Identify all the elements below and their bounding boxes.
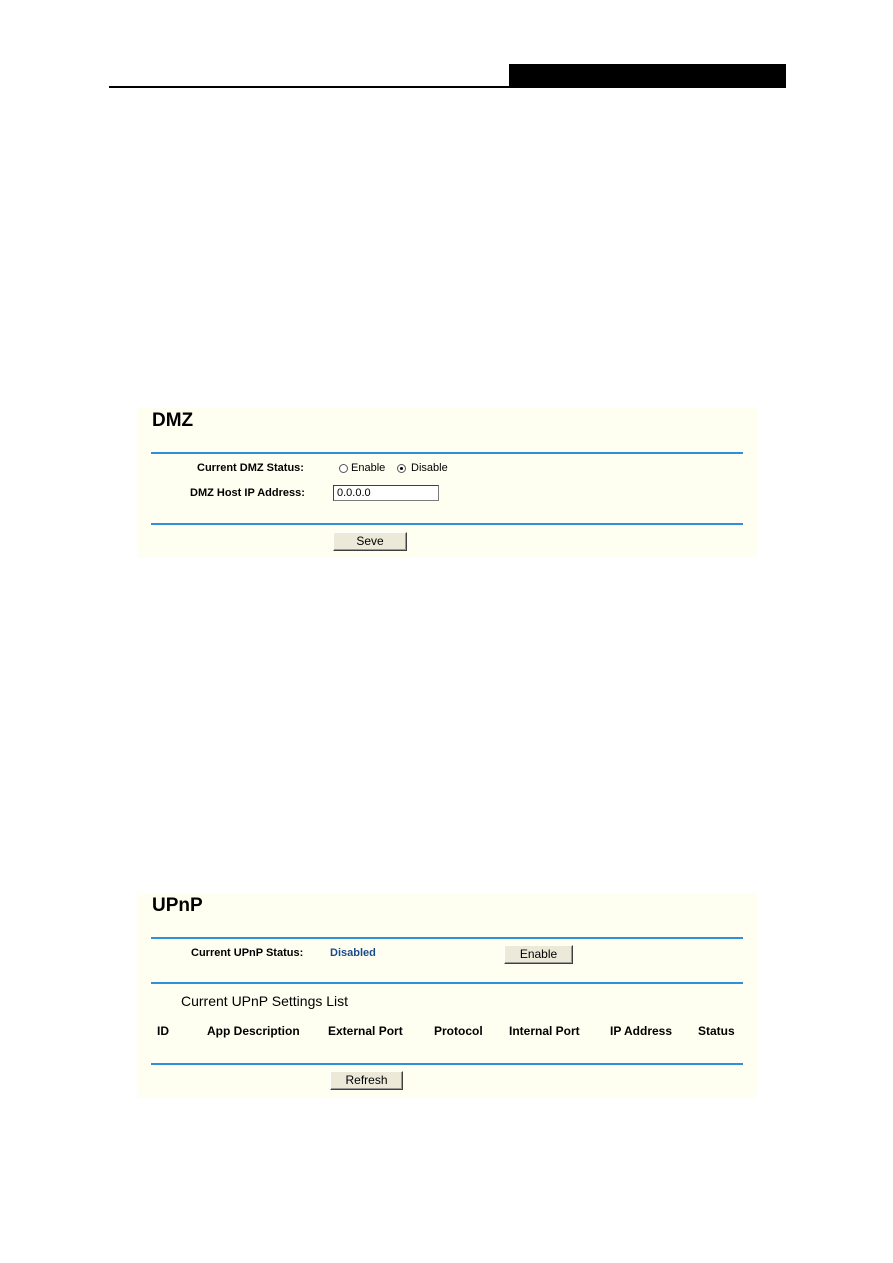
dmz-status-label: Current DMZ Status: bbox=[197, 462, 304, 474]
dmz-disable-label[interactable]: Disable bbox=[411, 462, 448, 474]
upnp-status-label: Current UPnP Status: bbox=[191, 947, 304, 959]
upnp-bottom-divider bbox=[151, 1063, 743, 1065]
upnp-list-title: Current UPnP Settings List bbox=[181, 993, 349, 1009]
column-header-internal-port: Internal Port bbox=[509, 1024, 580, 1038]
upnp-top-divider bbox=[151, 937, 743, 939]
upnp-middle-divider bbox=[151, 982, 743, 984]
dmz-save-button[interactable]: Seve bbox=[333, 532, 407, 551]
dmz-disable-radio[interactable] bbox=[397, 464, 406, 473]
column-header-id: ID bbox=[157, 1024, 169, 1038]
dmz-enable-label[interactable]: Enable bbox=[351, 462, 386, 474]
upnp-status-value: Disabled bbox=[330, 947, 376, 959]
column-header-protocol: Protocol bbox=[434, 1024, 483, 1038]
column-header-ip-address: IP Address bbox=[610, 1024, 673, 1038]
page-header-rule bbox=[109, 86, 786, 88]
upnp-refresh-button[interactable]: Refresh bbox=[330, 1071, 403, 1090]
upnp-title: UPnP bbox=[152, 895, 203, 916]
upnp-panel bbox=[137, 893, 757, 1098]
dmz-top-divider bbox=[151, 452, 743, 454]
column-header-app-description: App Description bbox=[207, 1024, 300, 1038]
dmz-enable-radio[interactable] bbox=[339, 464, 348, 473]
dmz-panel bbox=[137, 408, 757, 558]
radio-selected-dot bbox=[400, 467, 403, 470]
column-header-external-port: External Port bbox=[328, 1024, 403, 1038]
column-header-status: Status bbox=[698, 1024, 735, 1038]
dmz-title: DMZ bbox=[152, 410, 194, 431]
page-header-block bbox=[509, 64, 786, 88]
upnp-enable-button[interactable]: Enable bbox=[504, 945, 573, 964]
dmz-host-ip-input[interactable]: 0.0.0.0 bbox=[333, 485, 439, 501]
dmz-host-ip-label: DMZ Host IP Address: bbox=[190, 487, 305, 499]
dmz-bottom-divider bbox=[151, 523, 743, 525]
